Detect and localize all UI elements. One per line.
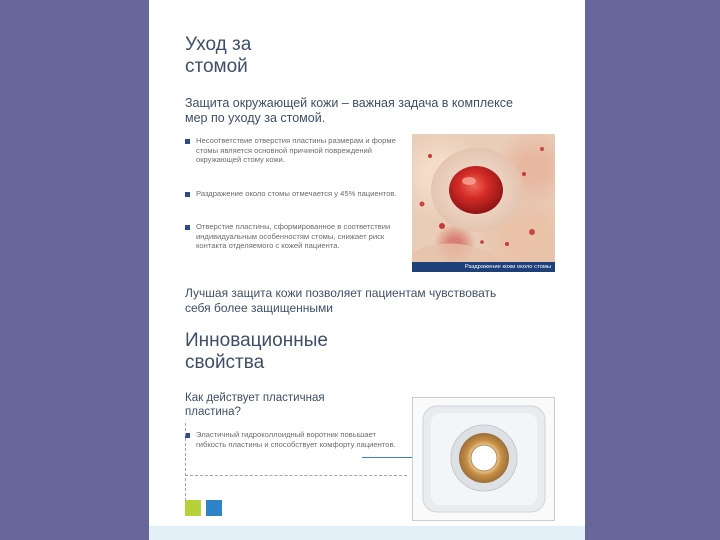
section-title-stoma-care: [185, 34, 251, 78]
bullet-item: Отверстие пластины, сформированное в соответствии индивидуальным особенностям стомы, снижает риск контакта отделяемого с кожей пациента.: [185, 222, 416, 251]
document-page: [149, 0, 585, 540]
title-line: Инновационные: [185, 330, 328, 351]
skin-barrier-wafer-illustration: [413, 398, 554, 520]
title-line: стомой: [185, 56, 248, 77]
dashed-guide-horizontal: [185, 475, 407, 476]
subtitle: Как действует пластичная пластина?: [185, 392, 325, 418]
title-line: Уход за: [185, 34, 252, 55]
dashed-guide-vertical: [185, 423, 186, 511]
page-bottom-band: [149, 526, 585, 540]
bullet-item: Эластичный гидроколлоидный воротник повышает гибкость пластины и способствует комфорту пациентов.: [185, 430, 396, 449]
blue-square-marker: [206, 500, 222, 516]
bullet-item: Раздражение около стомы отмечается у 45% пациентов.: [185, 189, 416, 199]
stoma-photo: [412, 134, 555, 272]
section-title-innovative-properties: [185, 330, 328, 374]
title-line: свойства: [185, 352, 265, 373]
bullet-item: Несоответствие отверстия пластины размерам и форме стомы является основной причиной повреждений окружающей стому кожи.: [185, 136, 416, 165]
lead-paragraph: Защита окружающей кожи – важная задача в комплексе мер по уходу за стомой.: [185, 96, 513, 125]
green-square-marker: [185, 500, 201, 516]
wafer-image: [412, 397, 555, 521]
stoma-illustration: [412, 134, 555, 272]
highlight-text: Лучшая защита кожи позволяет пациентам чувствовать себя более защищенными: [185, 286, 497, 315]
photo-caption: Раздражение кожи около стомы: [412, 262, 555, 272]
